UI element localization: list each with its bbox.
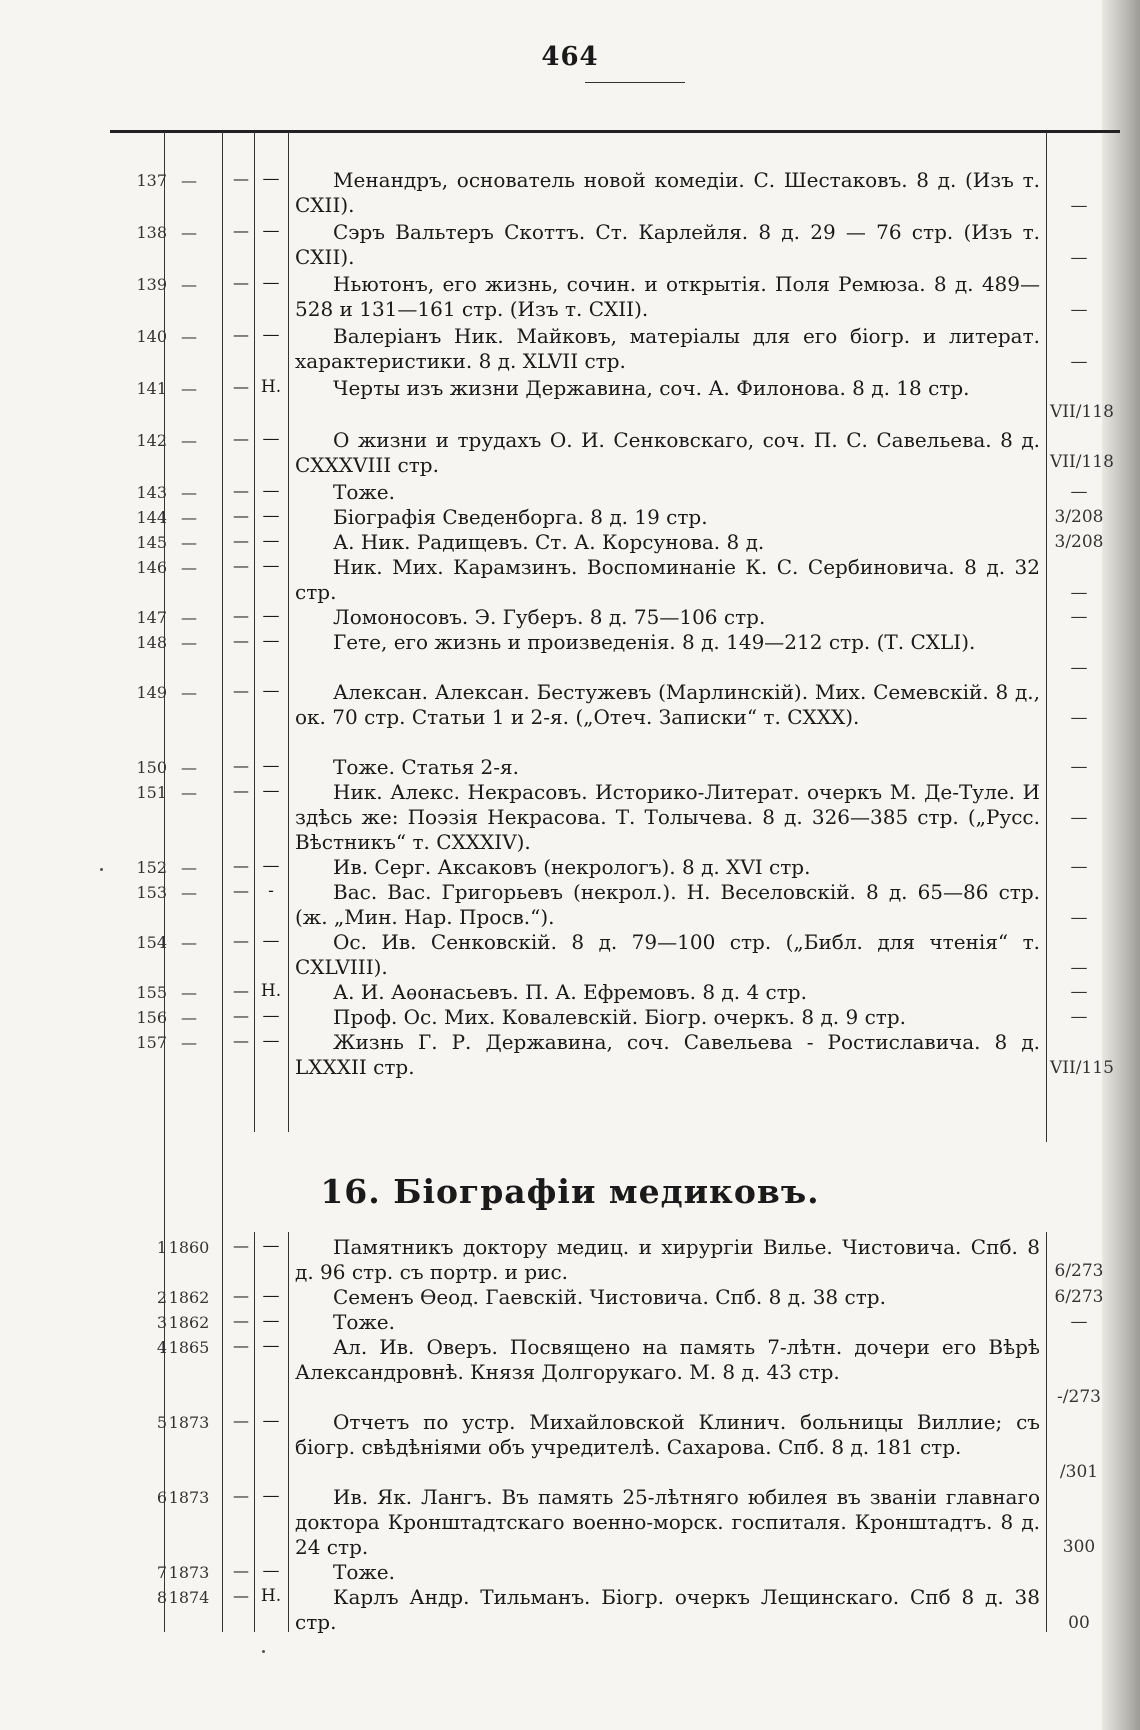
entry-mark: — [262, 556, 280, 576]
entry-description: Ньютонъ, его жизнь, сочин. и открытія. Поля Ремюза. 8 д. 489—528 и 131—161 стр. (Изъ т. СХII). [295, 272, 1040, 321]
entry-mark: — [262, 1006, 280, 1026]
entry-shelfmark: 00 [1068, 1613, 1090, 1633]
entry-year: 1873 [168, 1413, 210, 1432]
entry-mark: — [262, 429, 280, 449]
entry-number: 7 [156, 1563, 167, 1582]
entry-description: Гете, его жизнь и произведенія. 8 д. 149—212 стр. (Т. CXLI). [333, 630, 976, 654]
entry-mark: — [233, 756, 249, 775]
entry-mark: — [233, 1561, 249, 1580]
entry-year: — [181, 1033, 197, 1052]
entry-mark: — [233, 681, 249, 700]
entry-number: 4 [156, 1338, 167, 1357]
entry-mark: — [233, 556, 249, 575]
entry-mark: — [262, 1236, 280, 1256]
entry-mark: — [262, 681, 280, 701]
page-number: 464 [541, 42, 599, 72]
entry-description: Тоже. [333, 1560, 395, 1584]
entry-mark: — [233, 606, 249, 625]
entry-mark: — [262, 756, 280, 776]
entry-mark: — [262, 856, 280, 876]
entry-description: Тоже. Статья 2-я. [333, 755, 520, 779]
entry-year: — [181, 327, 197, 346]
entry-description: Тоже. [333, 480, 395, 504]
entry-mark: — [262, 781, 280, 801]
entry-mark: — [233, 881, 249, 900]
entry-mark: — [262, 273, 280, 293]
entry-description: Біографія Сведенборга. 8 д. 19 стр. [333, 505, 708, 529]
entry-mark: — [262, 481, 280, 501]
entry-number: 147 [136, 608, 167, 627]
entry-mark: — [262, 221, 280, 241]
entry-shelfmark: VII/115 [1050, 1058, 1114, 1078]
column-rule [1046, 1232, 1047, 1632]
entry-number: 141 [136, 379, 167, 398]
entry-shelfmark: — [1070, 1007, 1088, 1027]
entry-number: 153 [136, 883, 167, 902]
entry-shelfmark: — [1070, 982, 1088, 1002]
entry-year: — [181, 683, 197, 702]
entry-year: — [181, 1008, 197, 1027]
entry-mark: — [262, 1561, 280, 1581]
entry-number: 144 [136, 508, 167, 527]
column-rule [164, 132, 165, 1282]
entry-number: 150 [136, 758, 167, 777]
entry-number: 145 [136, 533, 167, 552]
entry-number: 148 [136, 633, 167, 652]
entry-description: Отчетъ по устр. Михайловской Клинич. больницы Виллие; съ біогр. свѣдѣніями объ учредителѣ. Сахарова. Спб. 8 д. 181 стр. [295, 1410, 1040, 1459]
entry-mark: — [233, 1411, 249, 1430]
entry-mark: — [233, 981, 249, 1000]
entry-year: — [181, 633, 197, 652]
entry-year: — [181, 431, 197, 450]
entry-shelfmark: — [1070, 583, 1088, 603]
entry-number: 151 [136, 783, 167, 802]
entry-year: — [181, 558, 197, 577]
entry-description: Ал. Ив. Оверъ. Посвящено на память 7-лѣтн. дочери его Вѣрѣ Александровнѣ. Князя Долгорукаго. М. 8 д. 43 стр. [295, 1335, 1040, 1384]
table-top-rule [110, 130, 1120, 133]
entry-mark: — [233, 429, 249, 448]
entry-mark: — [233, 169, 249, 188]
entry-mark: — [262, 325, 280, 345]
entry-mark: — [233, 631, 249, 650]
entry-mark: — [262, 169, 280, 189]
entry-number: 146 [136, 558, 167, 577]
entry-description: Семенъ Ѳеод. Гаевскій. Чистовича. Спб. 8 д. 38 стр. [333, 1285, 886, 1309]
entry-shelfmark: — [1070, 658, 1088, 678]
entry-number: 139 [136, 275, 167, 294]
column-rule [1046, 132, 1047, 1142]
entry-mark: — [262, 1031, 280, 1051]
entry-number: 156 [136, 1008, 167, 1027]
entry-number: 1 [156, 1238, 167, 1257]
entry-number: 6 [156, 1488, 167, 1507]
entry-year: 1862 [168, 1313, 210, 1332]
entry-number: 154 [136, 933, 167, 952]
entry-description: Ломоносовъ. Э. Губеръ. 8 д. 75—106 стр. [333, 605, 766, 629]
entry-year: 1865 [168, 1338, 210, 1357]
entry-description: А. Ник. Радищевъ. Ст. А. Корсунова. 8 д. [333, 530, 765, 554]
entry-description: Менандръ, основатель новой комедіи. С. Шестаковъ. 8 д. (Изъ т. СХII). [295, 168, 1040, 217]
entry-mark: — [233, 506, 249, 525]
entry-mark: — [233, 1336, 249, 1355]
entry-shelfmark: 300 [1062, 1537, 1096, 1557]
column-rule [288, 132, 289, 1132]
entry-mark: — [262, 506, 280, 526]
entry-mark: — [233, 1286, 249, 1305]
entry-number: 143 [136, 483, 167, 502]
entry-mark: — [262, 531, 280, 551]
entry-mark: — [233, 531, 249, 550]
page-speck [100, 868, 103, 871]
entry-number: 157 [136, 1033, 167, 1052]
entry-shelfmark: -/273 [1057, 1387, 1101, 1407]
entry-mark: - [268, 881, 274, 901]
entry-shelfmark: VII/118 [1050, 452, 1114, 472]
section-title: 16. Біографіи медиковъ. [320, 1172, 820, 1211]
entry-mark: — [262, 1311, 280, 1331]
entry-year: — [181, 379, 197, 398]
entry-year: 1874 [168, 1588, 210, 1607]
entry-number: 3 [156, 1313, 167, 1332]
entry-mark: — [262, 1336, 280, 1356]
entry-year: — [181, 508, 197, 527]
entry-mark: — [233, 856, 249, 875]
entry-description: Ник. Мих. Карамзинъ. Воспоминаніе К. С. Сербиновича. 8 д. 32 стр. [295, 555, 1040, 604]
entry-shelfmark: — [1070, 808, 1088, 828]
entry-mark: — [233, 781, 249, 800]
entry-description: Ос. Ив. Сенковскій. 8 д. 79—100 стр. („Библ. для чтенія“ т. CXLVIII). [295, 930, 1040, 979]
entry-description: Тоже. [333, 1310, 395, 1334]
entry-mark: — [262, 1411, 280, 1431]
entry-description: Вас. Вас. Григорьевъ (некрол.). Н. Веселовскій. 8 д. 65—86 стр. (ж. „Мин. Нар. Просв.“). [295, 880, 1040, 929]
entry-mark: Н. [260, 981, 282, 1001]
entry-number: 138 [136, 223, 167, 242]
entry-number: 137 [136, 171, 167, 190]
entry-mark: — [262, 631, 280, 651]
entry-mark: — [233, 931, 249, 950]
entry-shelfmark: 6/273 [1054, 1287, 1104, 1307]
entry-year: — [181, 883, 197, 902]
entry-year: — [181, 483, 197, 502]
entry-shelfmark: — [1070, 607, 1088, 627]
entry-description: Алексан. Алексан. Бестужевъ (Марлинскій). Мих. Семевскій. 8 д., ок. 70 стр. Статьи 1 и 2-я. („Отеч. Записки“ т. CXXX). [295, 680, 1040, 729]
entry-shelfmark: — [1070, 1312, 1088, 1332]
entry-description: О жизни и трудахъ О. И. Сенковскаго, соч. П. С. Савельева. 8 д. CXXXVIII стр. [295, 428, 1040, 477]
entry-mark: — [262, 931, 280, 951]
entry-description: Жизнь Г. Р. Державина, соч. Савельева - Ростиславича. 8 д. LXXXII стр. [295, 1030, 1040, 1079]
entry-number: 149 [136, 683, 167, 702]
entry-mark: — [233, 1006, 249, 1025]
entry-shelfmark: 3/208 [1054, 532, 1104, 552]
entry-year: — [181, 275, 197, 294]
entry-shelfmark: — [1070, 300, 1088, 320]
entry-mark: — [233, 377, 249, 396]
entry-number: 152 [136, 858, 167, 877]
entry-year: — [181, 608, 197, 627]
entry-shelfmark: — [1070, 482, 1088, 502]
entry-shelfmark: — [1070, 757, 1088, 777]
entry-shelfmark: — [1070, 352, 1088, 372]
entry-year: 1862 [168, 1288, 210, 1307]
entry-mark: — [233, 273, 249, 292]
entry-year: — [181, 758, 197, 777]
entry-mark: Н. [260, 1586, 282, 1606]
entry-description: Черты изъ жизни Державина, соч. А. Филонова. 8 д. 18 стр. [333, 376, 970, 400]
entry-mark: — [233, 1311, 249, 1330]
entry-mark: — [233, 221, 249, 240]
entry-number: 155 [136, 983, 167, 1002]
entry-shelfmark: — [1070, 857, 1088, 877]
entry-mark: — [233, 1236, 249, 1255]
entry-mark: — [233, 481, 249, 500]
column-rule [222, 132, 223, 1282]
entry-description: Памятникъ доктору медиц. и хирургіи Вилье. Чистовича. Спб. 8 д. 96 стр. съ портр. и рис. [295, 1235, 1040, 1284]
entry-year: — [181, 171, 197, 190]
entry-description: Ник. Алекс. Некрасовъ. Историко-Литерат. очеркъ М. Де-Туле. И здѣсь же: Поэзія Некрасова. Т. Толычева. 8 д. 326—385 стр. („Русс. Вѣстникъ“ т. CXXXIV). [295, 780, 1040, 854]
entry-mark: — [233, 325, 249, 344]
entry-number: 142 [136, 431, 167, 450]
entry-shelfmark: 6/273 [1054, 1261, 1104, 1281]
entry-shelfmark: — [1070, 248, 1088, 268]
entry-shelfmark: /301 [1059, 1462, 1099, 1482]
page-speck [262, 1650, 265, 1653]
entry-description: Карлъ Андр. Тильманъ. Біогр. очеркъ Лещинскаго. Спб 8 д. 38 стр. [295, 1585, 1040, 1634]
entry-year: — [181, 858, 197, 877]
entry-number: 2 [156, 1288, 167, 1307]
entry-year: 1873 [168, 1563, 210, 1582]
entry-description: Ив. Як. Лангъ. Въ память 25-лѣтняго юбилея въ званіи главнаго доктора Кронштадтскаго военно-морск. госпиталя. Кронштадтъ. 8 д. 24 стр. [295, 1485, 1040, 1559]
column-rule [222, 1232, 223, 1632]
entry-description: Ив. Серг. Аксаковъ (некрологъ). 8 д. XVI стр. [333, 855, 811, 879]
entry-number: 8 [156, 1588, 167, 1607]
entry-shelfmark: — [1070, 958, 1088, 978]
entry-description: Проф. Ос. Мих. Ковалевскій. Біогр. очеркъ. 8 д. 9 стр. [333, 1005, 907, 1029]
entry-number: 140 [136, 327, 167, 346]
entry-description: А. И. Аѳонасьевъ. П. А. Ефремовъ. 8 д. 4 стр. [333, 980, 807, 1004]
column-rule [288, 1232, 289, 1632]
entry-year: — [181, 983, 197, 1002]
entry-number: 5 [156, 1413, 167, 1432]
entry-mark: — [233, 1586, 249, 1605]
page-number-underline [585, 82, 685, 83]
entry-shelfmark: 3/208 [1054, 507, 1104, 527]
entry-shelfmark: — [1070, 708, 1088, 728]
entry-year: 1860 [168, 1238, 210, 1257]
entry-shelfmark: VII/118 [1050, 402, 1114, 422]
entry-mark: — [233, 1486, 249, 1505]
entry-mark: — [233, 1031, 249, 1050]
entry-year: — [181, 533, 197, 552]
entry-shelfmark: — [1070, 196, 1088, 216]
entry-year: — [181, 933, 197, 952]
entry-description: Сэръ Вальтеръ Скоттъ. Ст. Карлейля. 8 д. 29 — 76 стр. (Изъ т. СХII). [295, 220, 1040, 269]
entry-year: — [181, 223, 197, 242]
entry-mark: — [262, 606, 280, 626]
entry-description: Валеріанъ Ник. Майковъ, матеріалы для его біогр. и литерат. характеристики. 8 д. XLVII стр. [295, 324, 1040, 373]
entry-shelfmark: — [1070, 908, 1088, 928]
entry-year: — [181, 783, 197, 802]
entry-year: 1873 [168, 1488, 210, 1507]
entry-mark: — [262, 1286, 280, 1306]
entry-mark: — [262, 1486, 280, 1506]
entry-mark: Н. [260, 377, 282, 397]
